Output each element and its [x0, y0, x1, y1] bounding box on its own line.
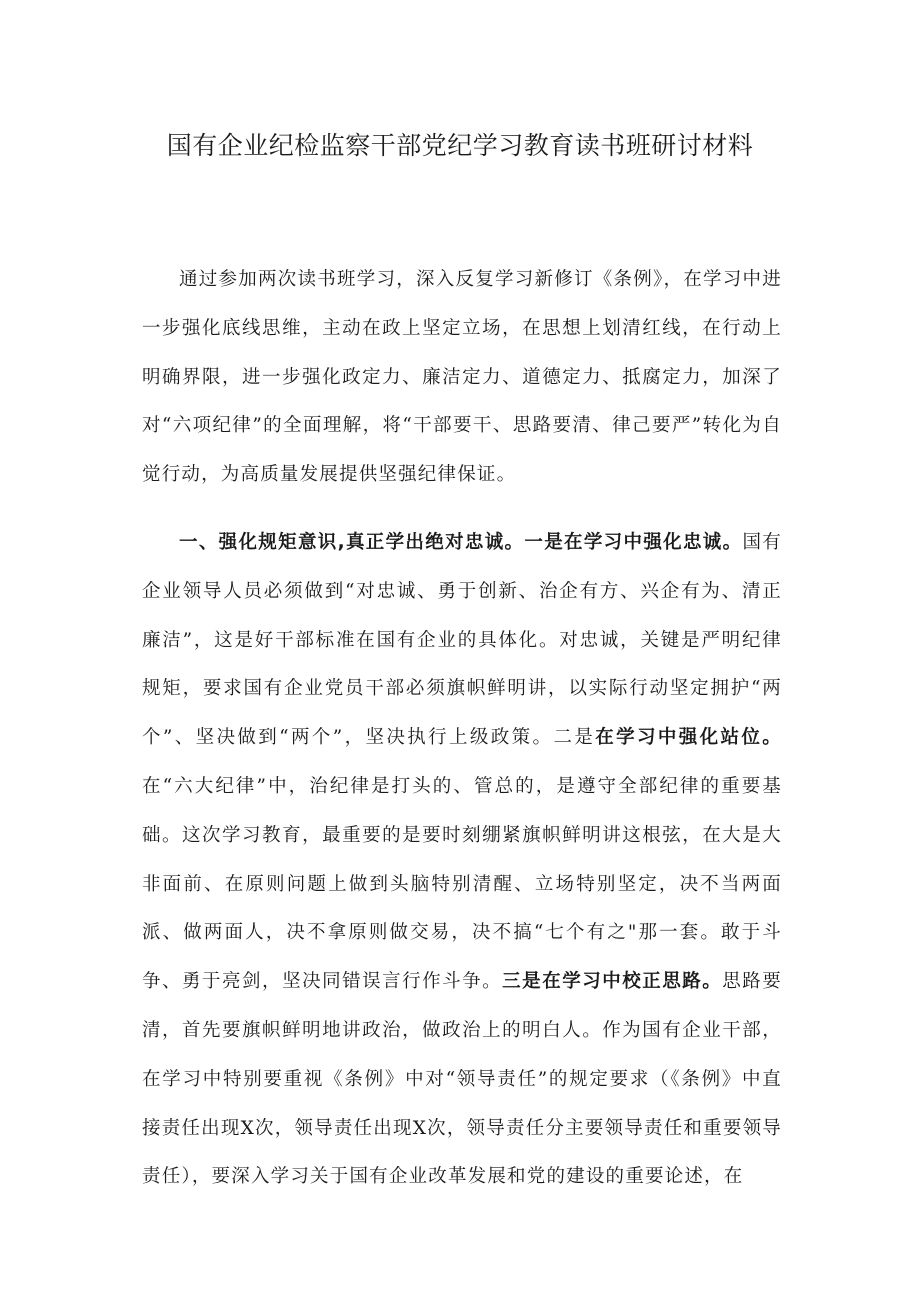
section-one-paragraph — [142, 519, 782, 1202]
document-title: 国有企业纪检监察干部党纪学习教育读书班研讨材料 — [166, 131, 754, 160]
section-one-heading: 一、强化规矩意识,真正学出绝对忠诚。一是在学习中强化忠诚。 — [179, 532, 743, 553]
section-one-text-1: 国有企业领导人员必须做到“对忠诚、勇于创新、治企有方、兴企有为、清正廉洁”，这是好干部标准在国有企业的具体化。对忠诚，关键是严明纪律规矩，要求国有企业党员干部必须旗帜鲜明讲，以实际行动坚定拥护“两个”、坚决做到“两个”，坚决执行上级政策。二是 — [142, 532, 782, 749]
section-one-point-3: 三是在学习中校正思路。 — [502, 971, 723, 993]
section-one-text-2: 在“六大纪律”中，治纪律是打头的、管总的，是遵守全部纪律的重要基础。这次学习教育，最重要的是要时刻绷紧旗帜鲜明讲这根弦，在大是大非面前、在原则问题上做到头脑特别清醒、立场特别坚定，决不当两面派、做两面人，决不拿原则做交易，决不搞“七个有之"那一套。敢于斗争、勇于亮剑，坚决同错误言行作斗争。 — [142, 775, 782, 993]
section-one-point-2: 在学习中强化站位。 — [595, 727, 782, 749]
section-one-text-3: 思路要清，首先要旗帜鲜明地讲政治，做政治上的明白人。作为国有企业干部，在学习中特别要重视《条例》中对“领导责任”的规定要求（《条例》中直接责任出现X次，领导责任出现X次，领导责任分主要领导责任和重要领导责任），要深入学习关于国有企业改革发展和党的建设的重要论述，在 — [142, 971, 782, 1188]
intro-paragraph: 通过参加两次读书班学习，深入反复学习新修订《条例》，在学习中进一步强化底线思维，主动在政上坚定立场，在思想上划清红线，在行动上明确界限，进一步强化政定力、廉洁定力、道德定力、抵腐定力，加深了对“六项纪律”的全面理解，将“干部要干、思路要清、律己要严”转化为自觉行动，为高质量发展提供坚强纪律保证。 — [142, 269, 782, 486]
